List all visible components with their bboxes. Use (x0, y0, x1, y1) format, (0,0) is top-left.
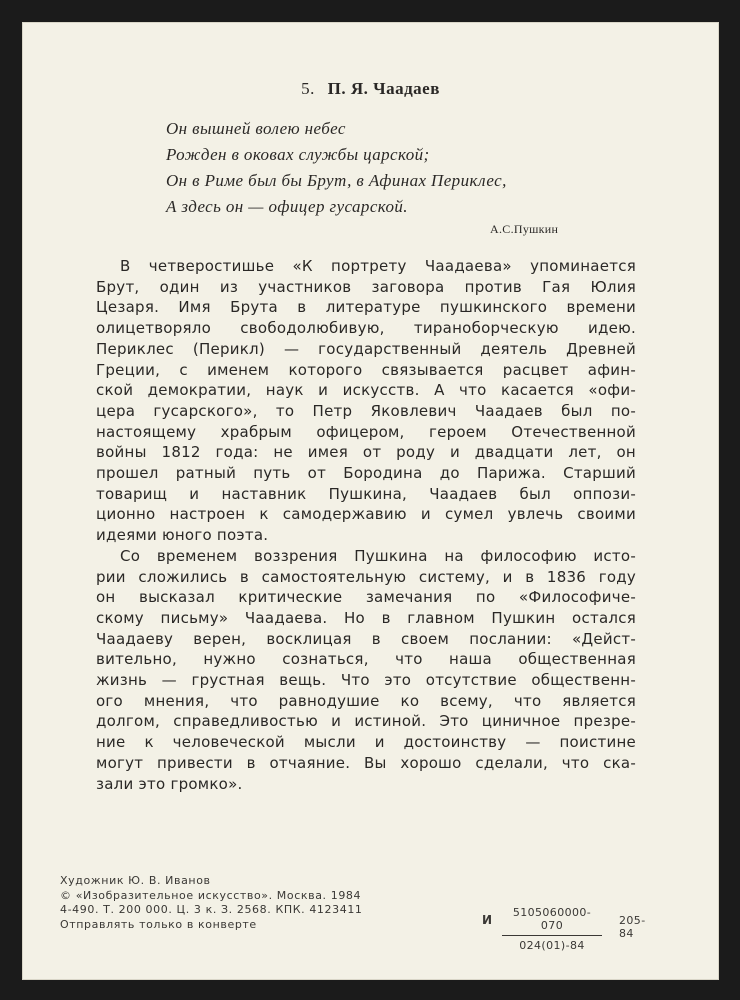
text-line: настоящему храбрым офицером, героем Отечественной (96, 422, 636, 441)
text-line: ние к человеческой мысли и достоинству — поистине (96, 733, 636, 752)
catalog-denominator: 024(01)-84 (519, 939, 585, 952)
page-title (22, 79, 719, 99)
text-line: Брут, один из участников заговора против Гая Юлия (96, 277, 636, 296)
card-number: 5. (301, 79, 315, 98)
poem-line: Он вышней волею небес (166, 119, 346, 138)
poem-line: Он в Риме был бы Брут, в Афинах Периклес, (166, 171, 507, 190)
catalog-numerator: 5105060000-070 (502, 906, 602, 936)
text-line: Чаадаеву верен, восклицая в своем послании: «Дейст- (96, 629, 636, 648)
body-text (96, 256, 636, 794)
text-line: ого мнения, что равнодушие ко всему, что является (96, 691, 636, 710)
poem-line: Рожден в оковах службы царской; (166, 145, 430, 164)
catalog-suffix: 205-84 (619, 914, 646, 940)
poem-line: А здесь он — офицер гусарской. (166, 197, 408, 216)
text-line: долгом, справедливостью и истиной. Это циничное презре- (96, 712, 636, 731)
text-line: прошел ратный путь от Бородина до Парижа. Старший (96, 464, 636, 483)
catalog-prefix: И (482, 913, 493, 927)
print-info: 4-490. Т. 200 000. Ц. 3 к. З. 2568. КПК. 4123411 (60, 903, 363, 917)
text-line: В четверостишье «К портрету Чаадаева» упоминается (120, 257, 636, 275)
text-line: товарищ и наставник Пушкина, Чаадаев был оппози- (96, 484, 636, 503)
artist-credit: Художник Ю. В. Иванов (60, 874, 211, 887)
text-line: ционно настроен к самодержавию и сумел увлечь своими (96, 505, 636, 524)
text-line: могут привести в отчаяние. Вы хорошо сделали, что ска- (96, 753, 636, 772)
text-line: ской демократии, наук и искусств. А что касается «офи- (96, 381, 636, 400)
mailing-note: Отправлять только в конверте (60, 917, 257, 931)
text-line: идеями юного поэта. (96, 526, 269, 545)
publisher-line: © «Изобразительное искусство». Москва. 1984 (60, 888, 362, 902)
text-line: зали это громко». (96, 774, 243, 793)
postcard-back (22, 22, 719, 980)
text-line: скому письму» Чаадаева. Но в главном Пушкин остался (96, 608, 636, 627)
text-line: войны 1812 года: не имея от роду и двадцати лет, он (96, 443, 636, 462)
text-line: вительно, нужно сознаться, что наша общественная (96, 650, 636, 669)
epigraph-author: А.С.Пушкин (490, 222, 559, 236)
text-line: олицетворяло свободолюбивую, тираноборческую идею. (96, 319, 636, 338)
text-line: он высказал критические замечания по «Философиче- (96, 588, 636, 607)
text-line: Греции, с именем которого связывается расцвет афин- (96, 360, 636, 379)
text-line: Цезаря. Имя Брута в литературе пушкинского времени (96, 298, 636, 317)
text-line: цера гусарского», то Петр Яковлевич Чаадаев был по- (96, 401, 636, 420)
catalog-fraction (502, 906, 602, 952)
text-line: рии сложились в самостоятельную систему, и в 1836 году (96, 567, 636, 586)
colophon (60, 874, 363, 932)
epigraph-poem (166, 116, 507, 220)
card-title: П. Я. Чаадаев (327, 79, 440, 98)
text-line: Со временем воззрения Пушкина на философию исто- (120, 546, 636, 565)
text-line: Периклес (Перикл) — государственный деятель Древней (96, 339, 636, 358)
text-line: жизнь — грустная вещь. Что это отсутствие общественн- (96, 671, 636, 690)
